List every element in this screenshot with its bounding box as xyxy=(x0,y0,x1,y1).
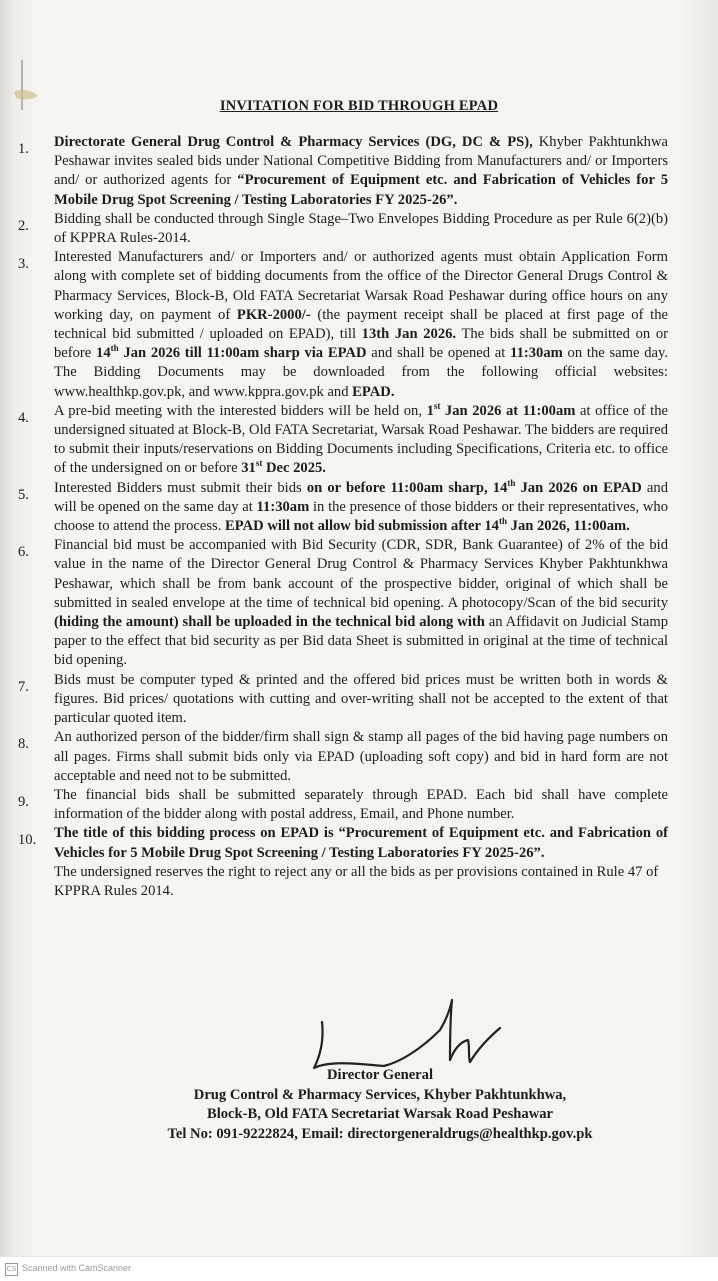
clause-number: 10. xyxy=(18,832,37,849)
clause-segment: at office of the undersigned situated at Block-B, Old FATA Secretariat, Warsak Road Peshawar. The bidders are required to submit their inputs/reservations on Bidding Documents including Specifications, Criteria etc. to office of the undersigned on or before xyxy=(54,402,669,477)
clause-segment: 11:30am xyxy=(510,345,563,362)
clause-segment: The title of this bidding process on EPAD is “Procurement of Equipment etc. and Fabrication of Vehicles for 5 Mobile Drug Spot Screening / Testing Laboratories FY 2025-26”. xyxy=(54,825,668,861)
clause-segment: Directorate General Drug Control & Pharmacy Services (DG, DC & PS), xyxy=(54,134,533,150)
clause-segment: 11:30am xyxy=(256,498,310,515)
clause-item xyxy=(18,402,668,479)
scanner-footer xyxy=(0,1256,718,1281)
page-title: INVITATION FOR BID THROUGH EPAD xyxy=(219,98,499,114)
clause-number: 2. xyxy=(18,217,29,234)
clause-text xyxy=(54,479,668,537)
clause-segment: th xyxy=(507,477,516,488)
clause-segment: st xyxy=(433,400,441,411)
clause-segment: PKR-2000/- xyxy=(236,306,311,323)
clause-segment: EPAD. xyxy=(352,383,395,400)
clause-text xyxy=(54,210,668,248)
clause-segment: Bids must be computer typed & printed and the offered bid prices must be written both in words & figures. Bid prices/ quotations with cutting and over-writing shall not be accepted to the extent of that particular quoted item. xyxy=(54,671,668,727)
clause-segment: The bids shall be submitted on or before xyxy=(54,326,668,362)
clause-segment: Jan 2026 on EPAD xyxy=(515,479,642,496)
clause-text xyxy=(54,671,668,729)
clause-segment: Khyber Pakhtunkhwa Peshawar invites sealed bids under National Competitive Bidding from Manufacturers and/ or Importers and/ or authorized agents for xyxy=(54,134,668,189)
camscanner-logo-icon: CS xyxy=(5,1263,18,1276)
clause-number: 1. xyxy=(18,141,29,157)
bid-clauses xyxy=(18,133,668,901)
clause-number: 5. xyxy=(18,486,29,503)
clause-segment: The financial bids shall be submitted separately through EPAD. Each bid shall have complete information of the bidder along with postal address, Email, and Phone number. xyxy=(54,786,668,823)
clause-text xyxy=(54,728,668,786)
clause-number: 4. xyxy=(18,409,29,426)
clause-item xyxy=(18,248,668,402)
signatory-block xyxy=(100,1066,660,1144)
clause-item xyxy=(18,824,668,862)
clause-segment: th xyxy=(498,516,507,527)
clause-item xyxy=(18,210,668,248)
clause-segment: and shall be opened at xyxy=(366,345,511,362)
clause-segment: Jan 2026 till 11:00am sharp via EPAD xyxy=(118,345,367,362)
clause-item xyxy=(18,728,668,786)
clause-segment: A pre-bid meeting with the interested bidders will be held on, xyxy=(54,402,427,419)
clause-segment: An authorized person of the bidder/firm shall sign & stamp all pages of the bid having page numbers on all pages. Firms shall submit bids only via EPAD (uploading soft copy) and bid in hard form are not acceptable and need not to be submitted. xyxy=(54,729,668,784)
signatory-contact: Tel No: 091-9222824, Email: directorgeneraldrugs@healthkp.gov.pk xyxy=(167,1125,593,1142)
clause-segment: an Affidavit on Judicial Stamp paper to the effect that bid security as per Bid data Sheet is submitted in original at the time of technical bid opening. xyxy=(54,614,668,669)
clause-segment: Dec 2025. xyxy=(262,460,326,477)
clause-segment: (hiding the amount) shall be uploaded in the technical bid along with xyxy=(54,614,485,631)
clause-segment: EPAD will not allow bid submission after 14 xyxy=(225,518,499,535)
clause-item xyxy=(18,671,668,729)
clause-segment: “Procurement of Equipment etc. and Fabrication of Vehicles for 5 Mobile Drug Spot Screening / Testing Laboratories FY 2025-26”. xyxy=(54,172,668,208)
clause-segment: in the presence of those bidders or their representatives, who choose to attend the process. xyxy=(54,498,668,535)
clause-item xyxy=(18,786,668,824)
clause-item xyxy=(18,536,668,670)
clause-number: 9. xyxy=(18,793,29,810)
clause-segment: and will be opened on the same day at xyxy=(54,479,668,515)
closing-paragraph: The undersigned reserves the right to reject any or all the bids as per provisions contained in Rule 47 of KPPRA Rules 2014. xyxy=(54,863,659,899)
clause-number: 8. xyxy=(18,736,29,753)
clause-segment: Bidding shall be conducted through Single Stage–Two Envelopes Bidding Procedure as per Rule 6(2)(b) of KPPRA Rules-2014. xyxy=(54,210,668,247)
clause-item xyxy=(18,479,668,537)
signatory-address: Block-B, Old FATA Secretariat Warsak Road Peshawar xyxy=(206,1106,554,1123)
clause-number: 7. xyxy=(18,678,29,695)
clause-segment: Interested Bidders must submit their bids xyxy=(54,479,307,496)
clause-segment: st xyxy=(255,458,263,469)
clause-item xyxy=(18,133,668,210)
clause-segment: on or before 11:00am sharp, 14 xyxy=(306,479,508,496)
clause-text xyxy=(54,786,668,824)
clause-segment: 13th Jan 2026. xyxy=(361,326,457,343)
clause-segment: 14 xyxy=(96,345,111,362)
clause-segment: on the same day. The Bidding Documents may be downloaded from the following official websites: www.healthkp.gov.pk, and www.kppra.gov.pk and xyxy=(54,345,668,400)
clause-number: 6. xyxy=(18,544,29,561)
clause-text xyxy=(54,402,668,479)
signatory-designation: Director General xyxy=(326,1067,434,1083)
clause-text xyxy=(54,133,668,210)
clause-segment: Jan 2026, 11:00am. xyxy=(507,518,630,535)
clause-segment: Interested Manufacturers and/ or Importers and/ or authorized agents must obtain Application Form along with complete set of bidding documents from the office of the Director General Drugs Control & Pharmacy Services, Block-B, Old FATA Secretariat Warsak Road Peshawar during office hours on any working day, on payment of xyxy=(54,249,668,323)
clause-list xyxy=(18,133,668,863)
clause-segment: 1 xyxy=(426,402,434,419)
clause-text xyxy=(54,536,668,670)
clause-number: 3. xyxy=(18,256,29,273)
clause-text xyxy=(54,824,668,862)
scanner-watermark: Scanned with CamScanner xyxy=(22,1263,132,1273)
clause-segment: Jan 2026 at 11:00am xyxy=(440,402,576,419)
clause-segment: (the payment receipt shall be placed at first page of the technical bid submitted / uploaded on EPAD), till xyxy=(54,306,668,343)
clause-segment: th xyxy=(110,343,119,354)
clause-segment: Financial bid must be accompanied with Bid Security (CDR, SDR, Bank Guarantee) of 2% of the bid value in the name of the Director General Drug Control & Pharmacy Services Khyber Pakhtunkhwa Peshawar, which shall be from bank account of the prospective bidder, original of which shall be submitted in sealed envelope at the time of technical bid opening. A photocopy/Scan of the bid security xyxy=(54,537,668,611)
clause-segment: 31 xyxy=(241,460,256,477)
clause-text xyxy=(54,248,668,402)
signatory-office: Drug Control & Pharmacy Services, Khyber Pakhtunkhwa, xyxy=(193,1086,567,1103)
